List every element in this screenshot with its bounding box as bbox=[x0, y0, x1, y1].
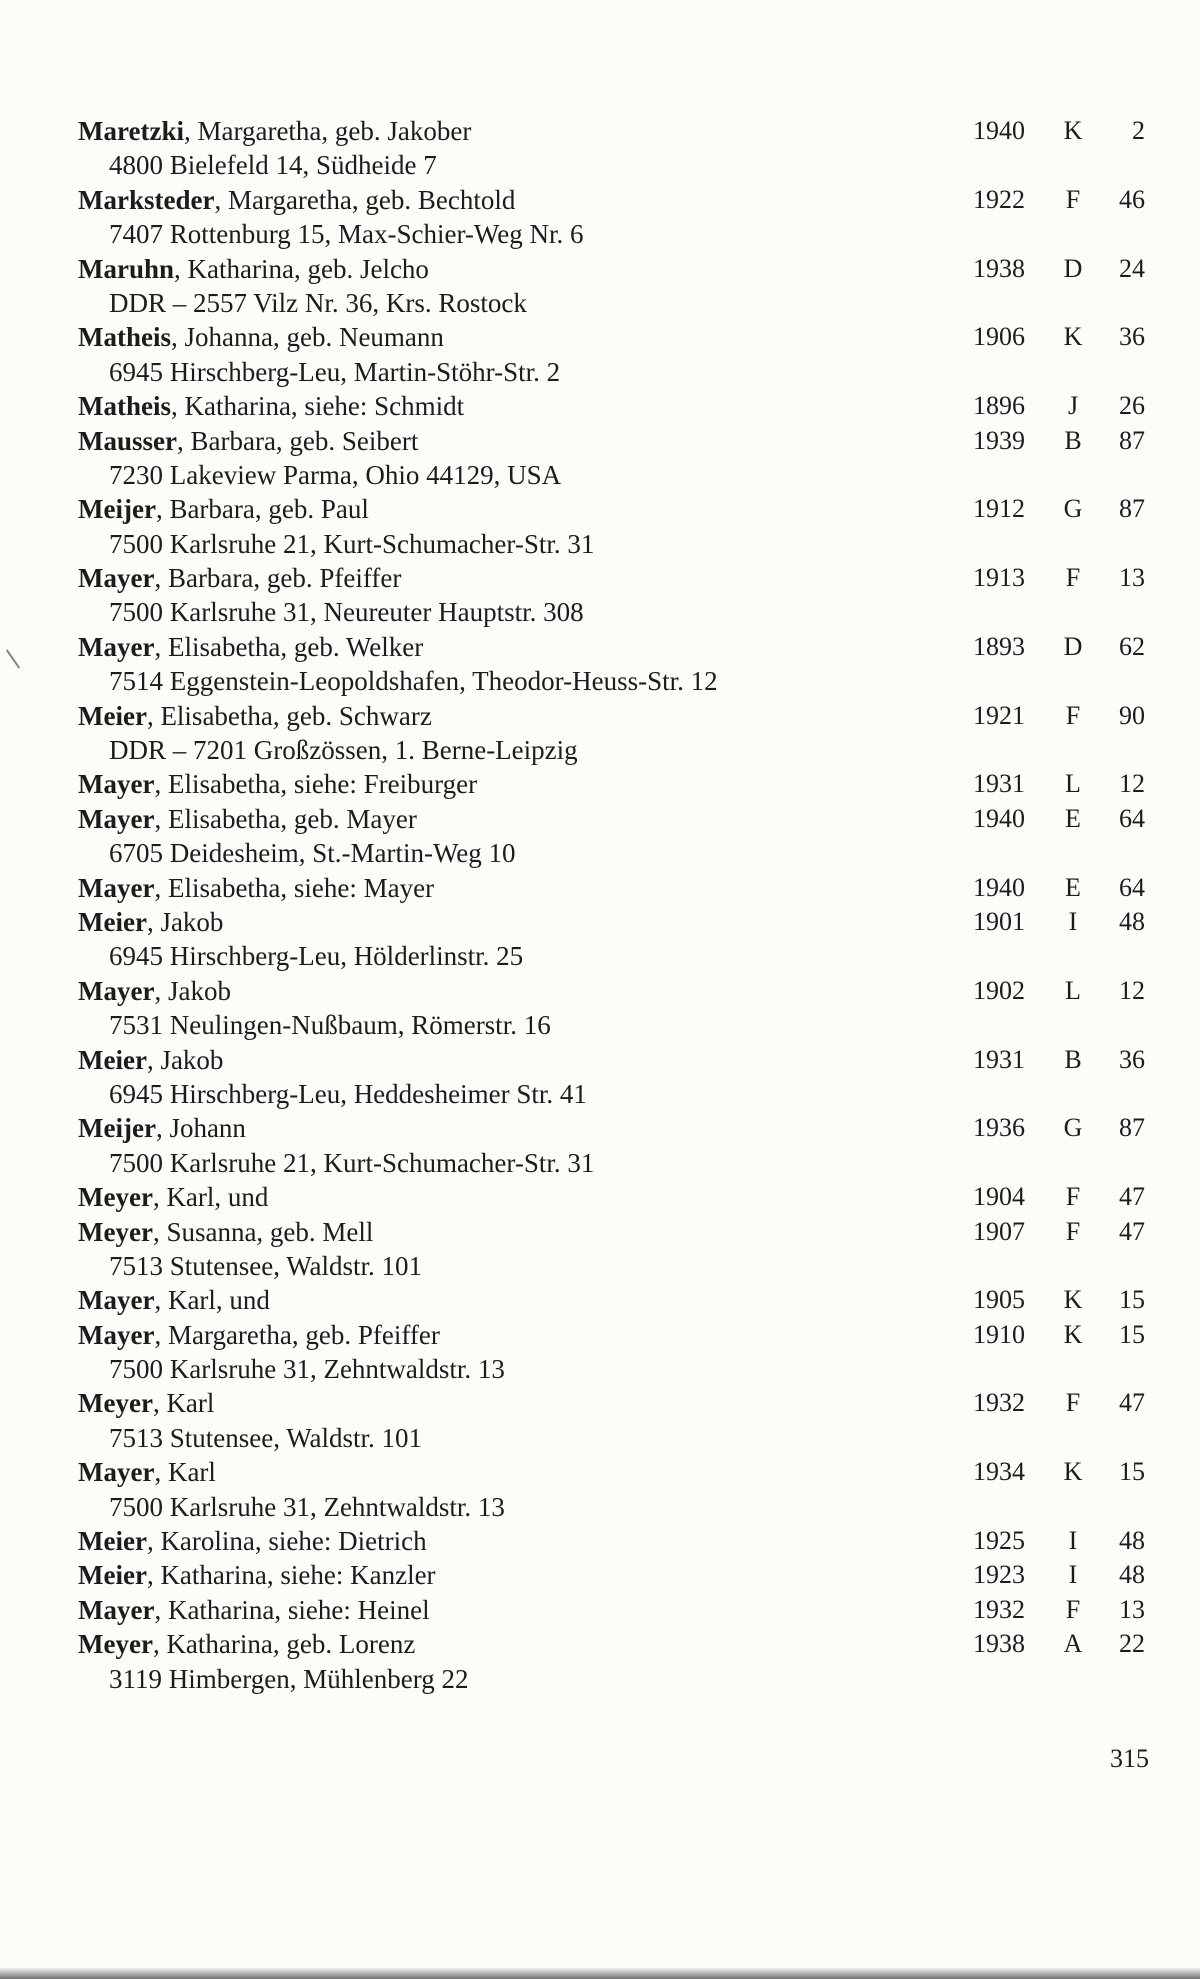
given-names: , Karl, und bbox=[154, 1285, 270, 1316]
given-names: , Johann bbox=[155, 1113, 246, 1144]
given-names: , Katharina, geb. Jelcho bbox=[174, 253, 429, 284]
list-item bbox=[78, 905, 1150, 974]
list-item bbox=[78, 1111, 1150, 1180]
list-item bbox=[78, 1558, 1150, 1592]
list-item bbox=[78, 389, 1150, 423]
birth-year: 1906 bbox=[973, 322, 1025, 352]
birth-year: 1936 bbox=[973, 1113, 1025, 1143]
birth-year: 1901 bbox=[973, 906, 1025, 936]
house-number: 62 bbox=[1119, 631, 1145, 661]
group-letter: F bbox=[1065, 563, 1081, 593]
house-number: 47 bbox=[1119, 1216, 1145, 1246]
list-item bbox=[78, 320, 1150, 389]
house-number: 90 bbox=[1119, 700, 1145, 730]
birth-year: 1893 bbox=[973, 631, 1025, 661]
surname: Meyer bbox=[78, 1629, 153, 1660]
birth-year: 1932 bbox=[973, 1594, 1025, 1624]
birth-year: 1910 bbox=[973, 1319, 1025, 1349]
entry-name-line bbox=[78, 183, 1150, 217]
list-item bbox=[78, 802, 1150, 871]
list-item bbox=[78, 1043, 1150, 1112]
list-item bbox=[78, 1318, 1150, 1387]
surname: Mayer bbox=[78, 631, 155, 662]
list-item bbox=[78, 1386, 1150, 1455]
entry-name-line bbox=[78, 802, 1150, 836]
group-letter: L bbox=[1065, 769, 1081, 799]
list-item bbox=[78, 974, 1150, 1043]
house-number: 12 bbox=[1119, 975, 1145, 1005]
birth-year: 1939 bbox=[973, 425, 1025, 455]
address: 7513 Stutensee, Waldstr. 101 bbox=[109, 1422, 423, 1453]
address: 6945 Hirschberg-Leu, Hölderlinstr. 25 bbox=[109, 941, 524, 972]
surname: Mayer bbox=[78, 769, 155, 800]
group-letter: E bbox=[1065, 872, 1081, 902]
surname: Mayer bbox=[78, 803, 155, 834]
house-number: 47 bbox=[1119, 1388, 1145, 1418]
group-letter: K bbox=[1063, 116, 1083, 145]
list-item bbox=[78, 561, 1150, 630]
birth-year: 1905 bbox=[973, 1285, 1025, 1315]
surname: Meyer bbox=[78, 1388, 153, 1419]
surname: Meijer bbox=[78, 1113, 156, 1144]
list-item bbox=[78, 630, 1150, 699]
group-letter: I bbox=[1068, 1560, 1078, 1590]
given-names: , Karl bbox=[152, 1388, 215, 1419]
entry-name-line bbox=[78, 1283, 1150, 1317]
house-number: 47 bbox=[1119, 1182, 1145, 1212]
entry-name-line bbox=[78, 1524, 1150, 1558]
group-letter: G bbox=[1063, 1113, 1083, 1143]
group-letter: F bbox=[1065, 1594, 1081, 1624]
surname: Mayer bbox=[78, 1285, 155, 1316]
house-number: 64 bbox=[1119, 872, 1145, 902]
birth-year: 1940 bbox=[973, 803, 1025, 833]
group-letter: D bbox=[1063, 631, 1083, 661]
entry-name-line bbox=[78, 252, 1150, 286]
entry-name-line bbox=[78, 630, 1150, 664]
entry-name-line bbox=[78, 492, 1150, 526]
given-names: , Karl bbox=[154, 1457, 216, 1488]
group-letter: L bbox=[1065, 975, 1081, 1005]
given-names: , Barbara, geb. Pfeiffer bbox=[154, 563, 402, 594]
house-number: 36 bbox=[1119, 322, 1145, 352]
given-names: , Margaretha, geb. Pfeiffer bbox=[154, 1319, 440, 1350]
entry-name-line bbox=[78, 1318, 1150, 1352]
surname: Mausser bbox=[78, 425, 177, 456]
birth-year: 1907 bbox=[973, 1216, 1025, 1246]
given-names: , Barbara, geb. Seibert bbox=[176, 425, 419, 456]
group-letter: I bbox=[1068, 906, 1078, 936]
surname: Mayer bbox=[78, 1457, 155, 1488]
surname: Mayer bbox=[78, 563, 155, 594]
address: 7500 Karlsruhe 31, Zehntwaldstr. 13 bbox=[109, 1354, 505, 1385]
group-letter: E bbox=[1065, 803, 1081, 833]
given-names: , Jakob bbox=[154, 975, 231, 1006]
given-names: , Margaretha, geb. Jakober bbox=[183, 116, 472, 146]
given-names: , Karl, und bbox=[152, 1182, 269, 1213]
address: 6945 Hirschberg-Leu, Martin-Stöhr-Str. 2 bbox=[109, 356, 561, 387]
group-letter: D bbox=[1063, 253, 1083, 283]
address: 7514 Eggenstein-Leopoldshafen, Theodor-Heuss-Str. 12 bbox=[109, 666, 718, 697]
group-letter: B bbox=[1064, 425, 1082, 455]
entry-list bbox=[0, 114, 1150, 1696]
address: 7230 Lakeview Parma, Ohio 44129, USA bbox=[109, 459, 562, 490]
group-letter: K bbox=[1063, 1319, 1083, 1349]
entry-name-line bbox=[78, 320, 1150, 354]
list-item bbox=[78, 767, 1150, 801]
birth-year: 1896 bbox=[973, 391, 1025, 421]
birth-year: 1940 bbox=[973, 116, 1025, 145]
address: 7500 Karlsruhe 31, Zehntwaldstr. 13 bbox=[109, 1491, 505, 1522]
house-number: 36 bbox=[1119, 1044, 1145, 1074]
list-item bbox=[78, 252, 1150, 321]
house-number: 26 bbox=[1119, 391, 1145, 421]
group-letter: B bbox=[1064, 1044, 1082, 1074]
house-number: 87 bbox=[1119, 494, 1145, 524]
surname: Matheis bbox=[78, 391, 171, 422]
list-item bbox=[78, 424, 1150, 493]
group-letter: A bbox=[1063, 1629, 1083, 1659]
address: 7407 Rottenburg 15, Max-Schier-Weg Nr. 6 bbox=[109, 219, 584, 250]
given-names: , Margaretha, geb. Bechtold bbox=[214, 184, 516, 215]
list-item bbox=[78, 1215, 1150, 1284]
entry-name-line bbox=[78, 699, 1150, 733]
surname: Meier bbox=[78, 906, 147, 937]
given-names: , Katharina, geb. Lorenz bbox=[152, 1629, 416, 1660]
scan-edge-shadow bbox=[0, 1967, 1200, 1979]
group-letter: F bbox=[1065, 184, 1081, 214]
list-item bbox=[78, 1627, 1150, 1696]
list-item bbox=[78, 1283, 1150, 1317]
entry-name-line bbox=[78, 905, 1150, 939]
entry-name-line bbox=[78, 424, 1150, 458]
address: DDR – 2557 Vilz Nr. 36, Krs. Rostock bbox=[109, 287, 527, 318]
address: 7531 Neulingen-Nußbaum, Römerstr. 16 bbox=[109, 1010, 551, 1041]
page-number: 315 bbox=[1110, 1744, 1149, 1773]
surname: Meier bbox=[78, 700, 147, 731]
birth-year: 1922 bbox=[973, 184, 1025, 214]
surname: Maretzki bbox=[78, 116, 184, 146]
given-names: , Elisabetha, siehe: Mayer bbox=[154, 872, 435, 903]
entry-name-line bbox=[78, 1215, 1150, 1249]
list-item bbox=[78, 1524, 1150, 1558]
group-letter: F bbox=[1065, 700, 1081, 730]
birth-year: 1932 bbox=[973, 1388, 1025, 1418]
entry-name-line bbox=[78, 871, 1150, 905]
list-item bbox=[78, 114, 1150, 183]
group-letter: K bbox=[1063, 1457, 1083, 1487]
birth-year: 1904 bbox=[973, 1182, 1025, 1212]
entry-name-line bbox=[78, 1627, 1150, 1661]
address: 7500 Karlsruhe 31, Neureuter Hauptstr. 308 bbox=[109, 597, 584, 628]
birth-year: 1938 bbox=[973, 1629, 1025, 1659]
list-item bbox=[78, 699, 1150, 768]
given-names: , Elisabetha, geb. Mayer bbox=[154, 803, 417, 834]
entry-name-line bbox=[78, 1558, 1150, 1592]
house-number: 87 bbox=[1119, 425, 1145, 455]
entry-name-line bbox=[78, 1386, 1150, 1420]
surname: Mayer bbox=[78, 1594, 155, 1625]
address: DDR – 7201 Großzössen, 1. Berne-Leipzig bbox=[109, 735, 578, 766]
house-number: 15 bbox=[1119, 1285, 1145, 1315]
group-letter: F bbox=[1065, 1216, 1081, 1246]
entry-name-line bbox=[78, 767, 1150, 801]
house-number: 15 bbox=[1119, 1319, 1145, 1349]
house-number: 2 bbox=[1132, 116, 1145, 145]
surname: Marksteder bbox=[78, 184, 215, 215]
house-number: 22 bbox=[1119, 1629, 1145, 1659]
address: 7513 Stutensee, Waldstr. 101 bbox=[109, 1250, 423, 1281]
entry-name-line bbox=[78, 114, 1150, 148]
house-number: 12 bbox=[1119, 769, 1145, 799]
birth-year: 1931 bbox=[973, 1044, 1025, 1074]
entry-name-line bbox=[78, 389, 1150, 423]
surname: Maruhn bbox=[78, 253, 175, 284]
given-names: , Karolina, siehe: Dietrich bbox=[146, 1526, 427, 1557]
list-item bbox=[78, 871, 1150, 905]
given-names: , Elisabetha, siehe: Freiburger bbox=[154, 769, 478, 800]
house-number: 13 bbox=[1119, 563, 1145, 593]
house-number: 48 bbox=[1119, 1560, 1145, 1590]
birth-year: 1921 bbox=[973, 700, 1025, 730]
birth-year: 1940 bbox=[973, 872, 1025, 902]
group-letter: F bbox=[1065, 1182, 1081, 1212]
list-item bbox=[78, 492, 1150, 561]
address: 7500 Karlsruhe 21, Kurt-Schumacher-Str. 31 bbox=[109, 528, 595, 559]
address: 7500 Karlsruhe 21, Kurt-Schumacher-Str. 31 bbox=[109, 1147, 595, 1178]
entry-name-line bbox=[78, 1043, 1150, 1077]
group-letter: G bbox=[1063, 494, 1083, 524]
surname: Mayer bbox=[78, 975, 155, 1006]
entry-name-line bbox=[78, 561, 1150, 595]
entry-name-line bbox=[78, 1593, 1150, 1627]
list-item bbox=[78, 1455, 1150, 1524]
list-item bbox=[78, 1180, 1150, 1214]
house-number: 87 bbox=[1119, 1113, 1145, 1143]
given-names: , Elisabetha, geb. Schwarz bbox=[146, 700, 432, 731]
birth-year: 1902 bbox=[973, 975, 1025, 1005]
house-number: 13 bbox=[1119, 1594, 1145, 1624]
group-letter: K bbox=[1063, 1285, 1083, 1315]
given-names: , Susanna, geb. Mell bbox=[152, 1216, 374, 1247]
given-names: , Barbara, geb. Paul bbox=[155, 494, 369, 525]
given-names: , Katharina, siehe: Heinel bbox=[154, 1594, 430, 1625]
entry-name-line bbox=[78, 1180, 1150, 1214]
entry-name-line bbox=[78, 974, 1150, 1008]
surname: Matheis bbox=[78, 322, 171, 353]
birth-year: 1913 bbox=[973, 563, 1025, 593]
house-number: 15 bbox=[1119, 1457, 1145, 1487]
address: 3119 Himbergen, Mühlenberg 22 bbox=[109, 1663, 469, 1694]
given-names: , Elisabetha, geb. Welker bbox=[154, 631, 424, 662]
house-number: 48 bbox=[1119, 1526, 1145, 1556]
surname: Meijer bbox=[78, 494, 156, 525]
birth-year: 1931 bbox=[973, 769, 1025, 799]
house-number: 46 bbox=[1119, 184, 1145, 214]
list-item bbox=[78, 1593, 1150, 1627]
given-names: , Katharina, siehe: Kanzler bbox=[146, 1560, 436, 1591]
surname: Mayer bbox=[78, 872, 155, 903]
group-letter: F bbox=[1065, 1388, 1081, 1418]
surname: Meier bbox=[78, 1044, 147, 1075]
group-letter: J bbox=[1067, 391, 1079, 421]
surname: Meier bbox=[78, 1526, 147, 1557]
group-letter: K bbox=[1063, 322, 1083, 352]
address: 4800 Bielefeld 14, Südheide 7 bbox=[109, 150, 437, 181]
address: 6945 Hirschberg-Leu, Heddesheimer Str. 41 bbox=[109, 1078, 587, 1109]
group-letter: I bbox=[1068, 1526, 1078, 1556]
birth-year: 1925 bbox=[973, 1526, 1025, 1556]
list-item bbox=[78, 183, 1150, 252]
birth-year: 1938 bbox=[973, 253, 1025, 283]
birth-year: 1934 bbox=[973, 1457, 1025, 1487]
given-names: , Johanna, geb. Neumann bbox=[170, 322, 444, 353]
surname: Meyer bbox=[78, 1182, 153, 1213]
address: 6705 Deidesheim, St.-Martin-Weg 10 bbox=[109, 838, 516, 869]
house-number: 64 bbox=[1119, 803, 1145, 833]
house-number: 24 bbox=[1119, 253, 1145, 283]
entry-name-line bbox=[78, 1455, 1150, 1489]
entry-name-line bbox=[78, 1111, 1150, 1145]
birth-year: 1923 bbox=[973, 1560, 1025, 1590]
surname: Mayer bbox=[78, 1319, 155, 1350]
surname: Meier bbox=[78, 1560, 147, 1591]
given-names: , Katharina, siehe: Schmidt bbox=[170, 391, 465, 422]
given-names: , Jakob bbox=[146, 906, 224, 937]
surname: Meyer bbox=[78, 1216, 153, 1247]
house-number: 48 bbox=[1119, 906, 1145, 936]
birth-year: 1912 bbox=[973, 494, 1025, 524]
given-names: , Jakob bbox=[146, 1044, 224, 1075]
